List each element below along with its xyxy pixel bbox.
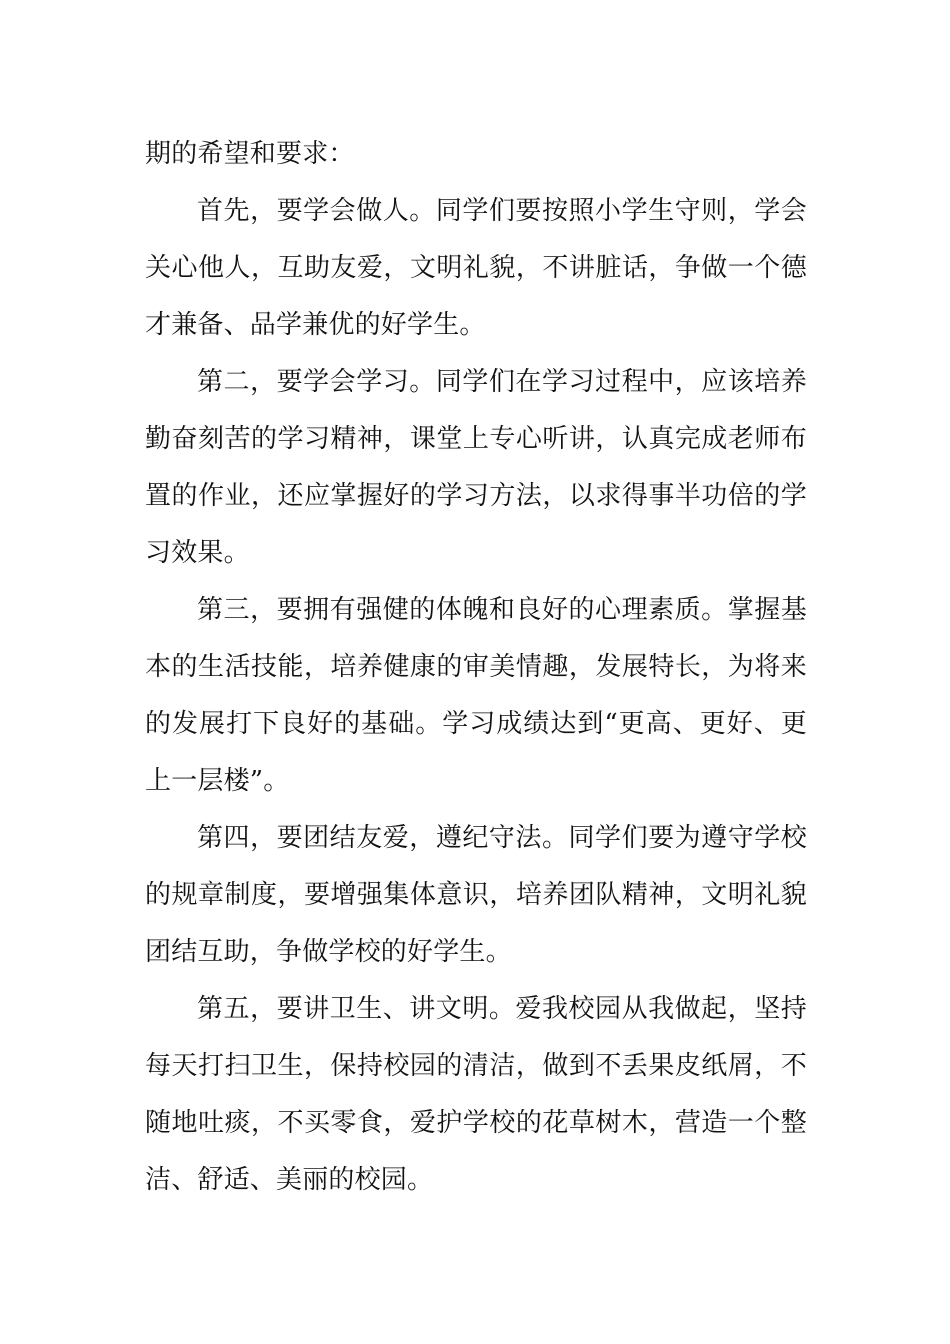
document-body <box>145 126 807 1209</box>
paragraph-second: 第二，要学会学习。同学们在学习过程中，应该培养勤奋刻苦的学习精神，课堂上专心听讲，认真完成老师布置的作业，还应掌握好的学习方法，以求得事半功倍的学习效果。 <box>145 367 807 568</box>
paragraph-fifth: 第五，要讲卫生、讲文明。爱我校园从我做起，坚持每天打扫卫生，保持校园的清洁，做到不丢果皮纸屑，不随地吐痰，不买零食，爱护学校的花草树木，营造一个整洁、舒适、美丽的校园。 <box>145 994 807 1195</box>
paragraph-fourth: 第四，要团结友爱，遵纪守法。同学们要为遵守学校的规章制度，要增强集体意识，培养团队精神，文明礼貌团结互助，争做学校的好学生。 <box>145 823 807 967</box>
paragraph-third: 第三，要拥有强健的体魄和良好的心理素质。掌握基本的生活技能，培养健康的审美情趣，发展特长，为将来的发展打下良好的基础。学习成绩达到“更高、更好、更上一层楼”。 <box>145 595 807 796</box>
paragraph-intro-fragment: 期的希望和要求： <box>145 139 355 169</box>
paragraph-first: 首先，要学会做人。同学们要按照小学生守则，学会关心他人，互助友爱，文明礼貌，不讲脏话，争做一个德才兼备、品学兼优的好学生。 <box>145 196 807 340</box>
